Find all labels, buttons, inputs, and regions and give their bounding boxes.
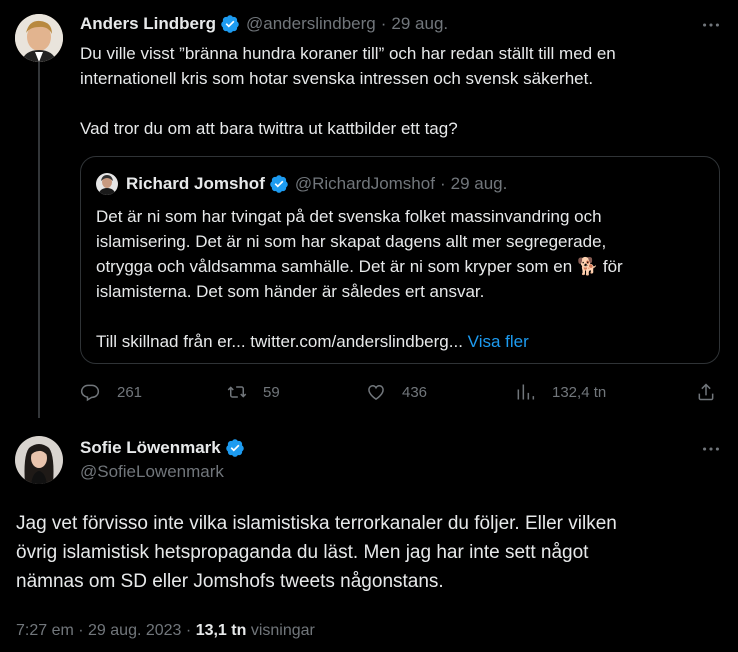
- tweet2-text: [16, 510, 728, 597]
- retweet-button[interactable]: [227, 382, 280, 402]
- quote-line3-end: för: [602, 257, 623, 276]
- more-options-icon[interactable]: [700, 14, 722, 36]
- tweet1-text: [80, 42, 720, 142]
- quote-line2: islamisering. Det är ni som har skapat dagens allt mer segregerade,: [96, 232, 607, 251]
- show-more-link[interactable]: Visa fler: [467, 332, 529, 351]
- like-button[interactable]: [366, 382, 427, 402]
- views-button[interactable]: [515, 382, 606, 402]
- retweet-icon: [227, 382, 247, 402]
- tweet2-line1: Jag vet förvisso inte vilka islamistiska terrorkanaler du följer. Eller vilken: [16, 513, 617, 534]
- quote-header: [126, 173, 507, 195]
- tweet1-line1: Du ville visst ”bränna hundra koraner till” och har redan ställt till med en: [80, 44, 616, 63]
- verified-badge-icon[interactable]: [225, 438, 245, 458]
- quote-line4: islamisterna. Det som händer är således ert ansvar.: [96, 282, 485, 301]
- dog-emoji: 🐕: [576, 257, 599, 276]
- avatar[interactable]: [15, 14, 63, 62]
- verified-badge-icon[interactable]: [220, 14, 240, 34]
- author-name: Richard Jomshof: [126, 174, 265, 193]
- more-options-icon[interactable]: [700, 438, 722, 460]
- author-name[interactable]: Anders Lindberg: [80, 14, 217, 33]
- thread-line: [38, 62, 40, 418]
- avatar-richard-image: [96, 173, 118, 195]
- author-handle[interactable]: @SofieLowenmark: [80, 462, 224, 481]
- quote-line5: [96, 330, 711, 355]
- separator-dot: ·: [380, 14, 387, 33]
- share-button[interactable]: [696, 382, 716, 402]
- quote-line1: Det är ni som har tvingat på det svenska folket massinvandring och: [96, 207, 602, 226]
- verified-badge-icon: [269, 174, 289, 194]
- tweet2-line2: övrig islamistisk hetspropaganda du läst. Men jag har inte sett något: [16, 542, 589, 563]
- tweet2-line3: nämnas om SD eller Jomshofs tweets någonstans.: [16, 571, 444, 592]
- avatar: [96, 173, 118, 195]
- tweet1-header: [80, 13, 448, 35]
- views-count: 132,4 tn: [552, 383, 607, 401]
- tweet-date: 29 aug.: [450, 174, 508, 193]
- separator-dot: ·: [439, 174, 446, 193]
- avatar[interactable]: [15, 436, 63, 484]
- tweet-meta: [16, 622, 315, 640]
- quote-text: [96, 205, 711, 355]
- reply-count: 261: [117, 383, 143, 401]
- timestamp[interactable]: 7:27 em · 29 aug. 2023 ·: [16, 622, 192, 639]
- tweet-date[interactable]: 29 aug.: [391, 14, 449, 33]
- quote-line3: [96, 255, 711, 280]
- reply-button[interactable]: [80, 382, 142, 402]
- reply-icon: [80, 382, 100, 402]
- views-label: visningar: [250, 622, 315, 639]
- quote-truncated-text: Till skillnad från er... twitter.com/anderslindberg...: [96, 332, 463, 351]
- tweet2-header: [80, 437, 245, 459]
- author-handle[interactable]: @anderslindberg: [246, 14, 376, 33]
- views-number: 13,1 tn: [195, 622, 247, 639]
- tweet1-line2: internationell kris som hotar svenska intressen och svensk säkerhet.: [80, 69, 594, 88]
- retweet-count: 59: [263, 383, 280, 401]
- author-name[interactable]: Sofie Löwenmark: [80, 438, 221, 457]
- like-count: 436: [402, 383, 428, 401]
- share-icon: [696, 382, 716, 402]
- tweet1-line3: Vad tror du om att bara twittra ut kattbilder ett tag?: [80, 119, 458, 138]
- quoted-tweet[interactable]: [80, 156, 720, 364]
- quote-line3-start: otrygga och våldsamma samhälle. Det är ni som kryper som en: [96, 257, 573, 276]
- avatar-sofie-image: [15, 436, 63, 484]
- author-handle: @RichardJomshof: [294, 174, 435, 193]
- avatar-anders-image: [15, 14, 63, 62]
- views-chart-icon: [515, 382, 535, 402]
- heart-icon: [366, 382, 386, 402]
